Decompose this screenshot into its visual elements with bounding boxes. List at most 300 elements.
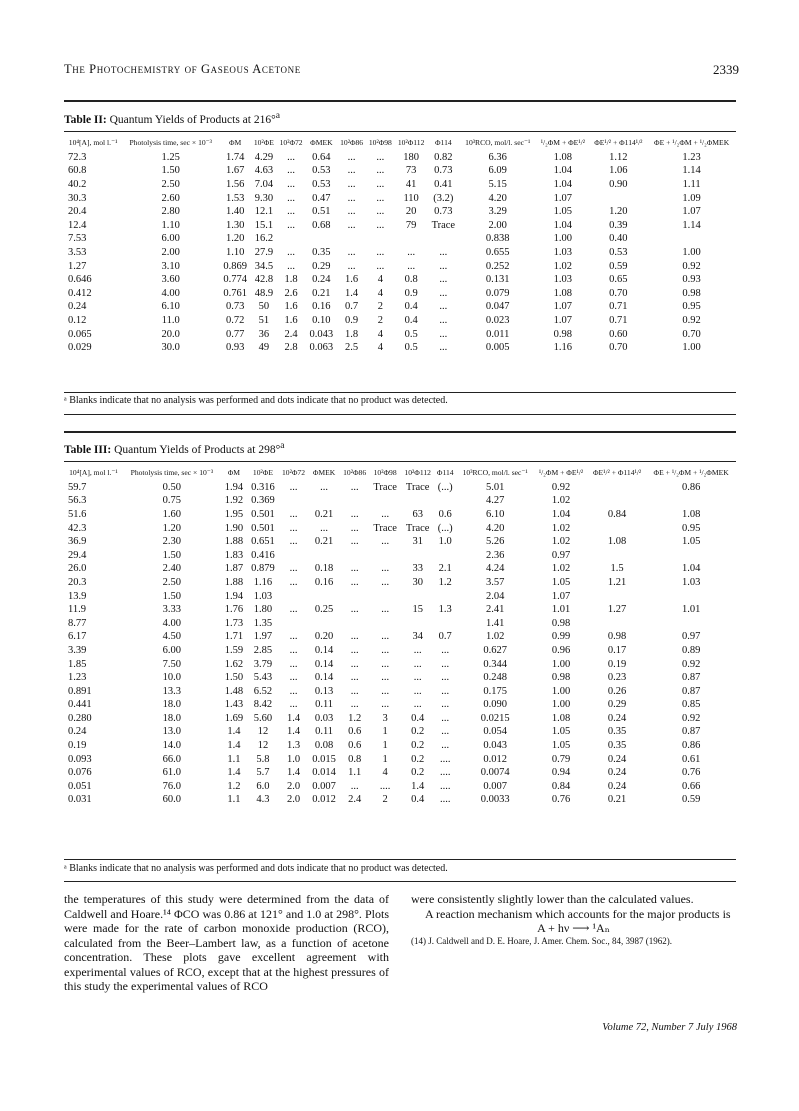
table-row (64, 327, 736, 341)
table-cell (588, 589, 646, 603)
table-row (64, 766, 736, 780)
table-cell (308, 548, 340, 562)
table2-header-rule (64, 131, 736, 132)
table-cell: 0.70 (609, 287, 628, 299)
table-cell: 8.42 (253, 699, 273, 711)
table-cell: 42.3 (68, 522, 87, 534)
table-row (64, 273, 736, 287)
table2-column-header: ΦMEK (310, 138, 333, 147)
table-cell: 1.6 (345, 274, 359, 286)
table-cell: 0.031 (68, 794, 92, 806)
table-cell: 1.02 (551, 522, 571, 534)
table-cell: 3.60 (161, 274, 180, 286)
table-row (64, 164, 736, 178)
table-cell: 0.24 (607, 780, 627, 792)
table-cell: 0.054 (483, 726, 507, 738)
table-cell: 2.50 (162, 576, 182, 588)
table-cell: 0.065 (68, 328, 92, 340)
table-cell: 1.12 (609, 151, 628, 163)
table-cell: 1.01 (681, 604, 701, 616)
table3-top-rule (64, 431, 736, 433)
table3-column-header: ΦE + ¹/₂ΦM + ¹/₂ΦMEK (653, 468, 729, 477)
table-cell: ... (441, 644, 450, 656)
table-cell: ... (289, 685, 298, 697)
table-cell: ... (289, 658, 298, 670)
table2-column-header: 10²Φ86 (340, 138, 364, 147)
table-row (64, 286, 736, 300)
table-cell: ... (320, 481, 328, 493)
table-cell: 0.73 (225, 301, 245, 313)
table-cell: 0.24 (68, 301, 87, 313)
table-cell: 1.2 (348, 712, 362, 724)
table-row (64, 684, 736, 698)
table-cell: 0.87 (681, 685, 701, 697)
table-cell: ... (347, 178, 356, 190)
table-cell: 1.88 (224, 576, 244, 588)
table2-header-row (64, 139, 736, 151)
table-cell: 5.15 (488, 178, 507, 190)
table-cell: 0.093 (68, 753, 92, 765)
table-cell: 20.4 (68, 206, 87, 218)
table2-end-rule (64, 414, 736, 415)
table-cell: ... (350, 685, 359, 697)
table-cell: 4.27 (485, 495, 505, 507)
table-cell: 41 (405, 178, 417, 190)
table-cell: 1.8 (284, 274, 298, 286)
table-cell: 0.95 (681, 522, 701, 534)
table-cell (434, 548, 456, 562)
table-cell: 0.416 (251, 549, 275, 561)
table-cell: 1.48 (224, 685, 244, 697)
table-cell: 0.72 (225, 314, 245, 326)
table-cell: 36 (258, 328, 270, 340)
table-cell: 15 (412, 604, 423, 616)
table-cell: 0.131 (485, 274, 510, 286)
table-cell: 0.651 (251, 536, 275, 548)
table-cell: 1.3 (438, 604, 452, 616)
table-cell: 40.2 (68, 178, 87, 190)
table-cell: 0.9 (345, 314, 359, 326)
table-cell: 0.14 (314, 672, 334, 684)
table-cell: 0.08 (314, 740, 334, 752)
table3-caption (64, 440, 284, 456)
table-cell: 0.25 (314, 604, 334, 616)
table-cell: 0.97 (551, 549, 571, 561)
table-cell (646, 589, 736, 603)
table-cell: 0.98 (607, 631, 627, 643)
table-cell: 1.20 (162, 522, 182, 534)
table-cell: 0.4 (404, 314, 418, 326)
table-cell: 1.40 (225, 206, 245, 218)
table-cell: 2.4 (284, 328, 298, 340)
table-cell: 0.16 (312, 301, 331, 313)
table-cell: 0.0074 (480, 767, 510, 779)
table-cell: 1.09 (682, 192, 701, 204)
table-cell: 73 (405, 165, 417, 177)
table-cell: ... (350, 536, 359, 548)
table-cell: 0.94 (551, 767, 571, 779)
table-cell: 63 (412, 508, 423, 520)
table-cell (401, 589, 434, 603)
table-cell: 0.007 (483, 780, 507, 792)
table-cell: 0.9 (404, 287, 418, 299)
table-cell: ... (287, 192, 296, 204)
table-cell: ... (376, 219, 385, 231)
table-cell: 1.25 (161, 151, 180, 163)
table-cell: 1.4 (345, 287, 359, 299)
table-cell: 3.33 (162, 604, 182, 616)
table-cell: ... (376, 206, 385, 218)
table-cell: 1.6 (284, 301, 298, 313)
table-cell: 1.30 (225, 219, 245, 231)
table-cell: 0.40 (609, 233, 628, 245)
table-cell: 0.090 (483, 699, 507, 711)
table2 (64, 139, 736, 354)
table-cell: 0.35 (312, 246, 331, 258)
table-cell: 0.99 (551, 631, 571, 643)
table-cell (428, 232, 460, 246)
table-cell: 16.2 (254, 233, 274, 245)
table-cell (369, 494, 401, 508)
table-cell: 48.9 (254, 287, 274, 299)
table2-column-header: 10²ΦE (253, 138, 274, 147)
table-cell: ... (441, 658, 450, 670)
table3-column-header: Photolysis time, sec × 10⁻³ (130, 468, 214, 477)
table-row (64, 300, 736, 314)
table-cell: 0.76 (551, 794, 571, 806)
table-cell: 0.24 (312, 274, 331, 286)
table-row (64, 314, 736, 328)
table-cell: 0.6 (348, 726, 362, 738)
table-cell: ... (350, 658, 359, 670)
table-cell: 0.412 (68, 287, 92, 299)
table-cell: 0.774 (223, 274, 247, 286)
table-cell (369, 548, 401, 562)
table-cell: 0.39 (609, 219, 628, 231)
table-cell: ... (407, 260, 416, 272)
table-cell (588, 494, 646, 508)
table-cell: 51 (258, 314, 270, 326)
table2-top-rule (64, 100, 736, 102)
running-title: The Photochemistry of Gaseous Acetone (64, 62, 301, 76)
table-cell: 6.0 (256, 780, 270, 792)
table-cell: 36.9 (68, 536, 87, 548)
table-row (64, 630, 736, 644)
table2-column-header: 10⁴[A], mol l.⁻¹ (68, 138, 118, 147)
table-cell: ... (350, 563, 359, 575)
table-cell: 1.94 (224, 481, 244, 493)
table-cell: 6.52 (253, 685, 273, 697)
table2-column-header: ¹/₂ΦM + ΦE¹/² (540, 138, 585, 147)
table-cell: ... (289, 631, 298, 643)
table-cell: 0.11 (315, 726, 334, 738)
table-cell: 0.86 (681, 481, 701, 493)
table-cell: 0.076 (68, 767, 92, 779)
table-cell: 1.23 (68, 672, 87, 684)
table-cell (395, 232, 428, 246)
table-cell: 3.39 (68, 644, 87, 656)
table-cell: 7.53 (68, 233, 87, 245)
table-cell: 30.0 (161, 342, 180, 354)
table-cell: 1.05 (551, 726, 571, 738)
table-cell: 4 (377, 287, 383, 299)
table-cell: 1.4 (286, 767, 301, 779)
table2-column-header: 10²Φ98 (368, 138, 392, 147)
table-cell: 1.94 (224, 590, 244, 602)
table3-column-header: ¹/₂ΦM + ΦE¹/² (538, 468, 584, 477)
table-cell: ... (441, 726, 450, 738)
table-cell: 0.7 (438, 631, 452, 643)
right-column (411, 892, 736, 947)
table-cell: 2.8 (284, 342, 298, 354)
table-cell: 0.98 (682, 287, 701, 299)
table-cell: 0.2 (411, 740, 425, 752)
table-cell: 0.53 (609, 246, 628, 258)
table-cell: 1.05 (551, 740, 571, 752)
table3-column-header: 10⁴[A], mol l.⁻¹ (69, 468, 118, 477)
table-cell (588, 548, 646, 562)
table-cell: 5.43 (253, 672, 273, 684)
table3-column-header: 10²ΦE (252, 468, 273, 477)
table-cell: 0.96 (551, 644, 571, 656)
table-cell: 0.70 (682, 328, 701, 340)
table-cell: ... (289, 522, 298, 534)
table-cell: 1.56 (225, 178, 245, 190)
table-row (64, 232, 736, 246)
table-cell: ... (289, 536, 298, 548)
table-cell: 3.29 (488, 206, 507, 218)
table-row (64, 562, 736, 576)
table-cell: 110 (403, 192, 419, 204)
table-cell: 1.1 (227, 753, 241, 765)
table-cell: 1.14 (682, 165, 701, 177)
table-cell: 61.0 (162, 767, 182, 779)
table-cell: 0.75 (162, 495, 182, 507)
table-cell: 1.27 (68, 260, 87, 272)
table-cell: ... (439, 260, 448, 272)
table-cell: 0.65 (609, 274, 628, 286)
table-cell: ... (347, 206, 356, 218)
table-cell: 1.14 (682, 219, 701, 231)
table-cell: ... (287, 246, 296, 258)
table-cell: 33 (412, 563, 423, 575)
table-cell: 180 (403, 151, 419, 163)
table-cell: 0.761 (223, 287, 247, 299)
table-cell: 4.00 (161, 287, 180, 299)
table-cell: 0.316 (251, 481, 275, 493)
table-cell: 12 (257, 726, 269, 738)
table-row (64, 151, 736, 165)
table3-column-header: 10²Φ112 (404, 468, 431, 477)
table-cell: 2.0 (286, 794, 301, 806)
table-cell: 1.69 (224, 712, 244, 724)
table2-column-header: 10³RCO, mol/l. sec⁻¹ (465, 138, 531, 147)
table-cell: 0.007 (312, 780, 336, 792)
table-cell: 1.43 (224, 699, 244, 711)
table-cell: 1.67 (225, 165, 245, 177)
table-cell: 27.9 (254, 246, 274, 258)
table-cell: 1.04 (681, 563, 701, 575)
table-cell: 1.07 (553, 301, 573, 313)
table-cell: 0.53 (312, 178, 331, 190)
table-row (64, 548, 736, 562)
table-cell: ... (439, 287, 448, 299)
running-header (64, 62, 739, 82)
table-cell: 20 (405, 206, 417, 218)
table-cell: 1.02 (551, 536, 571, 548)
table-cell: 13.0 (162, 726, 182, 738)
table-cell: 1.04 (553, 178, 573, 190)
table-cell: 60.8 (68, 165, 87, 177)
table-cell: 2.0 (286, 780, 301, 792)
table-cell: 0.98 (553, 328, 573, 340)
table-cell: 0.344 (483, 658, 507, 670)
table-cell: 0.21 (312, 287, 331, 299)
table-cell: 0.079 (485, 287, 510, 299)
table2-column-header: Φ114 (435, 138, 452, 147)
table3 (64, 469, 736, 807)
table-cell: ... (289, 481, 298, 493)
table-cell: 1.85 (68, 658, 87, 670)
table-cell (369, 589, 401, 603)
table-row (64, 481, 736, 495)
table3-column-header: ΦM (227, 468, 241, 477)
table-cell: 0.66 (681, 780, 701, 792)
table-cell: 1.08 (553, 151, 573, 163)
table-cell (647, 232, 736, 246)
table-cell: 0.85 (681, 699, 701, 711)
table-row (64, 671, 736, 685)
table-cell: 1.23 (682, 151, 701, 163)
table2-column-header: Photolysis time, sec × 10⁻³ (129, 138, 212, 147)
table-cell (588, 616, 646, 630)
table-cell: 6.36 (488, 151, 507, 163)
table-cell: 4.00 (162, 617, 182, 629)
table-cell: 20.3 (68, 576, 87, 588)
table-row (64, 793, 736, 807)
table-cell: 0.252 (485, 260, 510, 272)
table-cell: 1.50 (161, 165, 180, 177)
table-cell: 0.24 (607, 753, 627, 765)
table-cell: 1.06 (609, 165, 628, 177)
table-cell: ... (347, 260, 356, 272)
table-cell: 0.10 (312, 314, 331, 326)
table-cell: 1.8 (345, 328, 359, 340)
table-cell: 0.14 (314, 644, 334, 656)
table-cell: 1.00 (551, 658, 571, 670)
table-cell: 2 (377, 301, 383, 313)
table-cell: 3.57 (485, 576, 505, 588)
table-cell: (3.2) (433, 192, 454, 204)
table-row (64, 725, 736, 739)
table-cell: 7.50 (162, 658, 182, 670)
table-cell: ... (381, 644, 390, 656)
table-cell: ... (376, 165, 385, 177)
table-cell: 1.07 (551, 590, 571, 602)
right-paragraph-2: A reaction mechanism which accounts for the major products is (425, 906, 731, 921)
table-cell: ... (376, 192, 385, 204)
table-cell: 79 (405, 219, 417, 231)
table2-label: Table II: (64, 113, 107, 126)
table-cell (401, 548, 434, 562)
table2-column-header: 10²Φ72 (279, 138, 303, 147)
table-cell: 1.02 (553, 260, 573, 272)
table-cell: 66.0 (162, 753, 182, 765)
table-cell: ... (350, 699, 359, 711)
table-cell: 0.92 (682, 260, 701, 272)
table-cell: 4.63 (254, 165, 274, 177)
table-cell: 1.62 (224, 658, 244, 670)
table-cell: 1.2 (227, 780, 241, 792)
table-cell: 0.21 (314, 536, 334, 548)
table-cell (340, 494, 369, 508)
table-cell: ... (289, 508, 298, 520)
table-row (64, 739, 736, 753)
table-cell (589, 191, 647, 205)
table-cell: 4.3 (256, 794, 270, 806)
table-cell: 0.21 (607, 794, 627, 806)
table-cell: 1.03 (681, 576, 701, 588)
table-cell: 2.36 (485, 549, 505, 561)
table-cell: 0.93 (225, 342, 245, 354)
table-cell: 6.10 (161, 301, 180, 313)
table-cell: 4 (382, 767, 388, 779)
table-cell: 1.05 (551, 576, 571, 588)
table2-caption (64, 110, 280, 126)
table-cell: Trace (431, 219, 456, 231)
table2-column-header: 10²Φ112 (397, 138, 425, 147)
table-cell (340, 589, 369, 603)
table-row (64, 712, 736, 726)
table-cell: 2.6 (284, 287, 298, 299)
table-cell: 6.17 (68, 631, 87, 643)
table-row (64, 535, 736, 549)
table-cell: ... (287, 151, 296, 163)
table-cell: 0.92 (682, 314, 701, 326)
table-cell: 1.08 (607, 536, 627, 548)
table-cell: 0.82 (434, 151, 453, 163)
table-row (64, 191, 736, 205)
table-cell: 4.29 (254, 151, 274, 163)
table-cell: ... (381, 685, 390, 697)
table-cell: 18.0 (162, 712, 182, 724)
table-cell: 1.01 (551, 604, 571, 616)
table-cell: 0.71 (609, 314, 628, 326)
table-row (64, 780, 736, 794)
right-paragraph-1: were consistently slightly lower than the calculated values. (411, 892, 694, 906)
table-cell: ... (381, 699, 390, 711)
table-cell: 0.2 (411, 767, 425, 779)
table-cell: ... (287, 260, 296, 272)
table3-column-header: 10²Φ86 (343, 468, 367, 477)
table-cell (277, 232, 306, 246)
table-cell: 0.2 (411, 726, 425, 738)
table-cell (434, 494, 456, 508)
table-cell: 0.61 (681, 753, 701, 765)
table3-title: Quantum Yields of Products at 298° (114, 443, 281, 456)
table-cell: 0.29 (607, 699, 627, 711)
table-cell: ... (350, 522, 359, 534)
table-cell: 0.59 (609, 260, 628, 272)
table-cell: 0.35 (607, 726, 627, 738)
table-cell: 1.00 (551, 685, 571, 697)
table-cell: 1.4 (227, 740, 241, 752)
table-cell (340, 548, 369, 562)
table-row (64, 589, 736, 603)
table-cell: ... (350, 481, 359, 493)
table-cell: ... (413, 699, 422, 711)
table-cell: 2 (382, 794, 388, 806)
